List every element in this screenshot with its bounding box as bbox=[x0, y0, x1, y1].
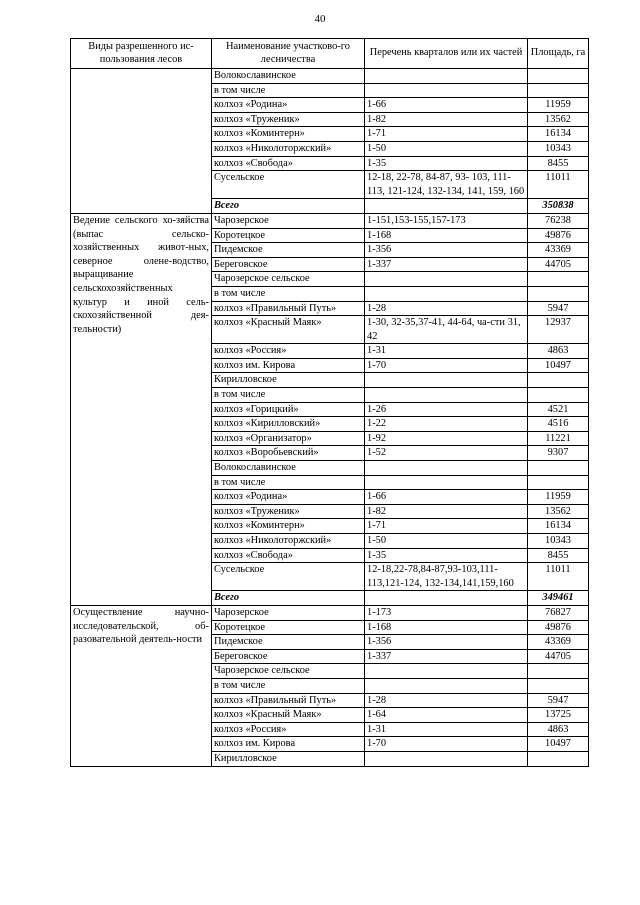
forestry-name-cell: колхоз «Свобода» bbox=[212, 548, 365, 563]
forestry-name-cell: колхоз им. Кирова bbox=[212, 737, 365, 752]
quarters-cell bbox=[365, 591, 528, 606]
quarters-cell: 1-70 bbox=[365, 737, 528, 752]
forestry-name-cell: колхоз «Кирилловский» bbox=[212, 417, 365, 432]
quarters-cell bbox=[365, 678, 528, 693]
header-area: Площадь, га bbox=[528, 39, 589, 69]
forestry-name-cell: колхоз «Николоторжский» bbox=[212, 534, 365, 549]
area-cell: 11221 bbox=[528, 431, 589, 446]
quarters-cell: 1-70 bbox=[365, 358, 528, 373]
area-cell: 8455 bbox=[528, 548, 589, 563]
forestry-name-cell: Волокославинское bbox=[212, 69, 365, 84]
quarters-cell: 1-30, 32-35,37-41, 44-64, ча-сти 31, 42 bbox=[365, 316, 528, 344]
forestry-name-cell: Всего bbox=[212, 199, 365, 214]
table-row bbox=[71, 213, 589, 228]
forestry-name-cell: Чарозерское сельское bbox=[212, 664, 365, 679]
quarters-cell: 1-31 bbox=[365, 344, 528, 359]
area-cell: 11959 bbox=[528, 98, 589, 113]
area-cell: 10497 bbox=[528, 737, 589, 752]
area-cell: 12937 bbox=[528, 316, 589, 344]
forestry-name-cell: в том числе bbox=[212, 286, 365, 301]
forest-usage-table bbox=[70, 38, 589, 767]
forestry-name-cell: колхоз «Россия» bbox=[212, 344, 365, 359]
area-cell: 49876 bbox=[528, 228, 589, 243]
area-cell bbox=[528, 678, 589, 693]
forestry-name-cell: Коротецкое bbox=[212, 620, 365, 635]
forestry-name-cell: в том числе bbox=[212, 388, 365, 403]
usage-type-cell: Осуществление научно-исследовательской, об-разовательной деятель-ности bbox=[71, 605, 212, 766]
quarters-cell: 1-28 bbox=[365, 693, 528, 708]
area-cell: 5947 bbox=[528, 693, 589, 708]
forestry-name-cell: колхоз «Свобода» bbox=[212, 156, 365, 171]
quarters-cell: 1-337 bbox=[365, 257, 528, 272]
area-cell: 13562 bbox=[528, 112, 589, 127]
area-cell: 4863 bbox=[528, 722, 589, 737]
area-cell bbox=[528, 286, 589, 301]
forestry-name-cell: в том числе bbox=[212, 83, 365, 98]
quarters-cell: 1-151,153-155,157-173 bbox=[365, 213, 528, 228]
forestry-name-cell: Чарозерское bbox=[212, 605, 365, 620]
quarters-cell: 1-66 bbox=[365, 490, 528, 505]
usage-type-cell bbox=[71, 69, 212, 214]
forestry-name-cell: Чарозерское сельское bbox=[212, 272, 365, 287]
quarters-cell bbox=[365, 751, 528, 766]
quarters-cell: 1-50 bbox=[365, 534, 528, 549]
quarters-cell: 1-168 bbox=[365, 228, 528, 243]
forestry-name-cell: колхоз «Труженик» bbox=[212, 504, 365, 519]
quarters-cell bbox=[365, 475, 528, 490]
area-cell bbox=[528, 751, 589, 766]
area-cell: 43369 bbox=[528, 243, 589, 258]
area-cell: 13562 bbox=[528, 504, 589, 519]
area-cell: 10497 bbox=[528, 358, 589, 373]
header-usage-type: Виды разрешенного ис-пользования лесов bbox=[71, 39, 212, 69]
quarters-cell: 1-71 bbox=[365, 519, 528, 534]
forestry-name-cell: колхоз им. Кирова bbox=[212, 358, 365, 373]
quarters-cell bbox=[365, 373, 528, 388]
forestry-name-cell: колхоз «Организатор» bbox=[212, 431, 365, 446]
quarters-cell: 1-22 bbox=[365, 417, 528, 432]
area-cell: 11959 bbox=[528, 490, 589, 505]
area-cell bbox=[528, 475, 589, 490]
quarters-cell: 1-64 bbox=[365, 708, 528, 723]
quarters-cell: 1-52 bbox=[365, 446, 528, 461]
quarters-cell bbox=[365, 461, 528, 476]
forestry-name-cell: Пидемское bbox=[212, 243, 365, 258]
area-cell: 49876 bbox=[528, 620, 589, 635]
area-cell bbox=[528, 373, 589, 388]
quarters-cell bbox=[365, 664, 528, 679]
area-cell: 44705 bbox=[528, 649, 589, 664]
quarters-cell: 1-35 bbox=[365, 548, 528, 563]
forestry-name-cell: Кирилловское bbox=[212, 751, 365, 766]
area-cell: 9307 bbox=[528, 446, 589, 461]
area-cell bbox=[528, 272, 589, 287]
forestry-name-cell: колхоз «Труженик» bbox=[212, 112, 365, 127]
forestry-name-cell: Чарозерское bbox=[212, 213, 365, 228]
area-cell: 13725 bbox=[528, 708, 589, 723]
quarters-cell bbox=[365, 286, 528, 301]
quarters-cell: 1-92 bbox=[365, 431, 528, 446]
quarters-cell: 1-28 bbox=[365, 301, 528, 316]
forestry-name-cell: колхоз «Правильный Путь» bbox=[212, 301, 365, 316]
area-cell: 16134 bbox=[528, 519, 589, 534]
area-cell: 5947 bbox=[528, 301, 589, 316]
table-row bbox=[71, 605, 589, 620]
area-cell: 76827 bbox=[528, 605, 589, 620]
area-cell bbox=[528, 69, 589, 84]
quarters-cell: 1-26 bbox=[365, 402, 528, 417]
forestry-name-cell: в том числе bbox=[212, 678, 365, 693]
area-cell: 10343 bbox=[528, 141, 589, 156]
forestry-name-cell: колхоз «Правильный Путь» bbox=[212, 693, 365, 708]
quarters-cell: 1-82 bbox=[365, 504, 528, 519]
header-forestry-name: Наименование участково-го лесничества bbox=[212, 39, 365, 69]
quarters-cell bbox=[365, 272, 528, 287]
quarters-cell: 1-66 bbox=[365, 98, 528, 113]
forestry-name-cell: Всего bbox=[212, 591, 365, 606]
quarters-cell bbox=[365, 69, 528, 84]
area-cell: 76238 bbox=[528, 213, 589, 228]
area-cell: 350838 bbox=[528, 199, 589, 214]
table-row bbox=[71, 69, 589, 84]
quarters-cell: 1-168 bbox=[365, 620, 528, 635]
quarters-cell: 1-173 bbox=[365, 605, 528, 620]
area-cell: 11011 bbox=[528, 563, 589, 591]
forestry-name-cell: колхоз «Родина» bbox=[212, 98, 365, 113]
forestry-name-cell: Береговское bbox=[212, 257, 365, 272]
forestry-name-cell: колхоз «Коминтерн» bbox=[212, 519, 365, 534]
quarters-cell: 1-82 bbox=[365, 112, 528, 127]
forestry-name-cell: Кирилловское bbox=[212, 373, 365, 388]
forestry-name-cell: в том числе bbox=[212, 475, 365, 490]
forestry-name-cell: Береговское bbox=[212, 649, 365, 664]
area-cell: 4516 bbox=[528, 417, 589, 432]
area-cell: 4863 bbox=[528, 344, 589, 359]
usage-type-cell: Ведение сельского хо-зяйства (выпас сельско-хозяйственных живот-ных, северное олене-водство, выращивание сельскохозяйственных культур и иной сель-скохозяйственной дея-тельности) bbox=[71, 213, 212, 605]
table-body bbox=[71, 69, 589, 767]
forestry-name-cell: Пидемское bbox=[212, 635, 365, 650]
area-cell: 10343 bbox=[528, 534, 589, 549]
quarters-cell: 1-356 bbox=[365, 635, 528, 650]
quarters-cell bbox=[365, 83, 528, 98]
forestry-name-cell: колхоз «Николоторжский» bbox=[212, 141, 365, 156]
forestry-name-cell: колхоз «Коминтерн» bbox=[212, 127, 365, 142]
quarters-cell bbox=[365, 199, 528, 214]
forestry-name-cell: колхоз «Воробьевский» bbox=[212, 446, 365, 461]
forestry-name-cell: Коротецкое bbox=[212, 228, 365, 243]
quarters-cell: 1-356 bbox=[365, 243, 528, 258]
area-cell bbox=[528, 83, 589, 98]
area-cell: 11011 bbox=[528, 171, 589, 199]
area-cell: 8455 bbox=[528, 156, 589, 171]
quarters-cell: 1-71 bbox=[365, 127, 528, 142]
forestry-name-cell: Сусельское bbox=[212, 563, 365, 591]
forestry-name-cell: колхоз «Россия» bbox=[212, 722, 365, 737]
quarters-cell: 1-337 bbox=[365, 649, 528, 664]
area-cell: 349461 bbox=[528, 591, 589, 606]
area-cell: 4521 bbox=[528, 402, 589, 417]
page-number: 40 bbox=[314, 13, 326, 25]
table-header-row bbox=[71, 39, 589, 69]
area-cell bbox=[528, 461, 589, 476]
quarters-cell: 1-50 bbox=[365, 141, 528, 156]
quarters-cell: 12-18, 22-78, 84-87, 93- 103, 111-113, 121-124, 132-134, 141, 159, 160 bbox=[365, 171, 528, 199]
forestry-name-cell: колхоз «Красный Маяк» bbox=[212, 708, 365, 723]
area-cell: 44705 bbox=[528, 257, 589, 272]
area-cell bbox=[528, 664, 589, 679]
quarters-cell: 12-18,22-78,84-87,93-103,111-113,121-124, 132-134,141,159,160 bbox=[365, 563, 528, 591]
forestry-name-cell: колхоз «Родина» bbox=[212, 490, 365, 505]
quarters-cell: 1-35 bbox=[365, 156, 528, 171]
forestry-name-cell: Сусельское bbox=[212, 171, 365, 199]
area-cell: 16134 bbox=[528, 127, 589, 142]
forestry-name-cell: колхоз «Красный Маяк» bbox=[212, 316, 365, 344]
forestry-name-cell: колхоз «Горицкий» bbox=[212, 402, 365, 417]
quarters-cell bbox=[365, 388, 528, 403]
forestry-name-cell: Волокославинское bbox=[212, 461, 365, 476]
area-cell: 43369 bbox=[528, 635, 589, 650]
area-cell bbox=[528, 388, 589, 403]
header-quarters-list: Перечень кварталов или их частей bbox=[365, 39, 528, 69]
quarters-cell: 1-31 bbox=[365, 722, 528, 737]
